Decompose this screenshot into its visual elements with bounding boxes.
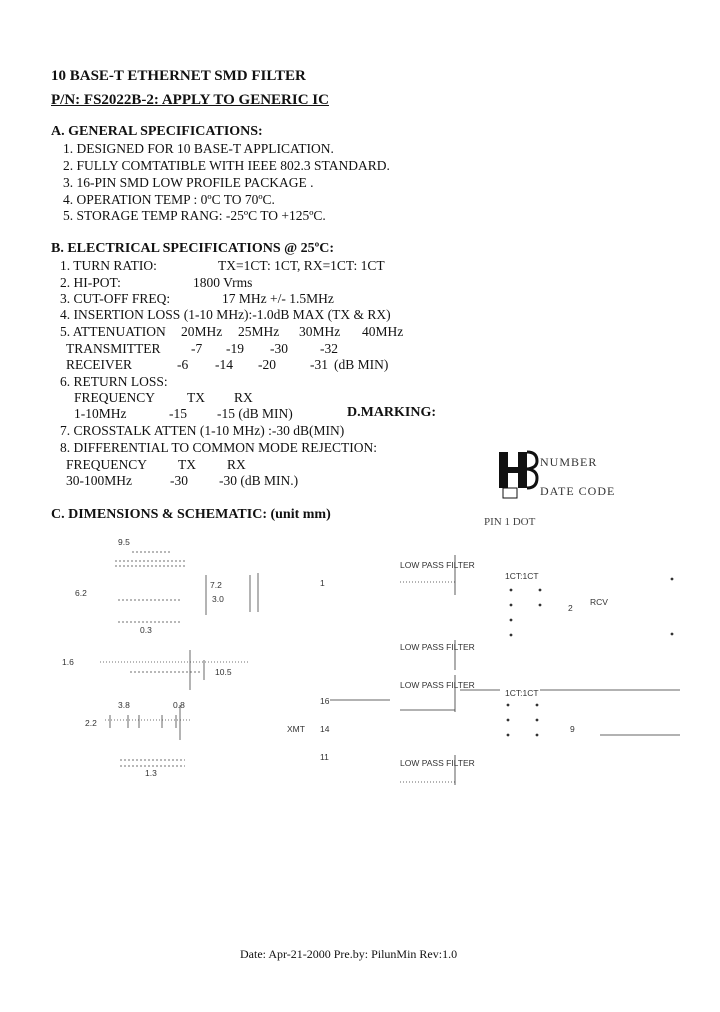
- package-outline-bottom: [105, 705, 190, 766]
- cmrr-row: 30-100MHz: [66, 473, 132, 488]
- schematic-lpf: LOW PASS FILTER: [400, 642, 475, 652]
- return-loss-row: -15 (dB MIN): [217, 406, 293, 421]
- schematic-ratio: 1CT:1CT: [505, 571, 539, 581]
- receiver-value: -14: [215, 357, 233, 372]
- insertion-loss: 4. INSERTION LOSS (1-10 MHz):-1.0dB MAX (TX & RX): [60, 307, 391, 322]
- hipot-value: 1800 Vrms: [193, 275, 253, 290]
- return-loss-row: 1-10MHz: [74, 406, 127, 421]
- crosstalk: 7. CROSSTALK ATTEN (1-10 MHz) :-30 dB(MIN): [60, 423, 345, 438]
- general-spec-item: 3. 16-PIN SMD LOW PROFILE PACKAGE .: [63, 175, 314, 190]
- dimensions-heading: C. DIMENSIONS & SCHEMATIC: (unit mm): [51, 507, 331, 522]
- schematic-rcv: RCV: [590, 597, 608, 607]
- schematic-pin: 9: [570, 724, 575, 734]
- attenuation-freq: 20MHz: [181, 324, 223, 339]
- return-loss-header: RX: [234, 390, 253, 405]
- dim-label: 1.6: [62, 657, 74, 667]
- marking-date-code: DATE CODE: [540, 484, 616, 498]
- turns-ratio-value: TX=1CT: 1CT, RX=1CT: 1CT: [218, 258, 385, 273]
- schematic-pin: 14: [320, 724, 330, 734]
- attenuation-label: 5. ATTENUATION: [60, 324, 166, 339]
- cmrr-row: -30: [170, 473, 188, 488]
- receiver-unit: (dB MIN): [334, 357, 389, 372]
- dim-label: 9.5: [118, 537, 130, 547]
- schematic-lpf: LOW PASS FILTER: [400, 560, 475, 570]
- document-title: 10 BASE-T ETHERNET SMD FILTER: [51, 68, 306, 84]
- transmitter-value: -32: [320, 341, 338, 356]
- cmrr-header: TX: [178, 457, 196, 472]
- transmitter-label: TRANSMITTER: [66, 341, 161, 356]
- schematic-pin: 2: [568, 603, 573, 613]
- marking-pin1: PIN 1 DOT: [484, 516, 536, 528]
- schematic-pin: 1: [320, 578, 325, 588]
- return-loss-header: TX: [187, 390, 205, 405]
- schematic-xmt: XMT: [287, 724, 305, 734]
- receiver-label: RECEIVER: [66, 357, 132, 372]
- cmrr-header: FREQUENCY: [66, 457, 148, 472]
- schematic-pin: 11: [320, 752, 329, 762]
- schematic-lpf: LOW PASS FILTER: [400, 758, 475, 768]
- schematic-ratio: 1CT:1CT: [505, 688, 539, 698]
- general-spec-item: 5. STORAGE TEMP RANG: -25ºC TO +125ºC.: [63, 208, 326, 223]
- return-loss-label: 6. RETURN LOSS:: [60, 374, 168, 389]
- attenuation-freq: 25MHz: [238, 324, 280, 339]
- general-spec-item: 1. DESIGNED FOR 10 BASE-T APPLICATION.: [63, 141, 334, 156]
- general-spec-item: 4. OPERATION TEMP : 0ºC TO 70ºC.: [63, 192, 275, 207]
- general-spec-item: 2. FULLY COMTATIBLE WITH IEEE 802.3 STANDARD.: [63, 158, 390, 173]
- receiver-value: -20: [258, 357, 276, 372]
- marking-number: NUMBER: [540, 455, 598, 469]
- turns-ratio-label: 1. TURN RATIO:: [60, 258, 157, 273]
- transmitter-value: -19: [226, 341, 244, 356]
- cutoff-label: 3. CUT-OFF FREQ:: [60, 291, 171, 306]
- schematic-pin: 16: [320, 696, 330, 706]
- electrical-spec-heading: B. ELECTRICAL SPECIFICATIONS @ 25ºC:: [51, 241, 335, 256]
- schematic-lpf: LOW PASS FILTER: [400, 680, 475, 690]
- cmrr-header: RX: [227, 457, 246, 472]
- cmrr-label: 8. DIFFERENTIAL TO COMMON MODE REJECTION:: [60, 440, 378, 455]
- dim-label: 0.3: [140, 625, 152, 635]
- dim-label: 3.8: [118, 700, 130, 710]
- part-number: P/N: FS2022B-2: APPLY TO GENERIC IC: [51, 92, 329, 108]
- company-logo: [499, 452, 537, 498]
- return-loss-row: -15: [169, 406, 187, 421]
- marking-heading: D.MARKING:: [347, 405, 437, 420]
- receiver-value: -6: [177, 357, 189, 372]
- cmrr-row: -30 (dB MIN.): [219, 473, 299, 488]
- dim-label: 6.2: [75, 588, 87, 598]
- dim-label: 10.5: [215, 667, 232, 677]
- transmitter-value: -7: [191, 341, 203, 356]
- attenuation-freq: 30MHz: [299, 324, 341, 339]
- dim-label: 0.8: [173, 700, 185, 710]
- dim-label: 1.3: [145, 768, 157, 778]
- attenuation-freq: 40MHz: [362, 324, 404, 339]
- hipot-label: 2. HI-POT:: [60, 275, 121, 290]
- dim-label: 7.2: [210, 580, 222, 590]
- general-spec-heading: A. GENERAL SPECIFICATIONS:: [51, 124, 263, 139]
- transmitter-value: -30: [270, 341, 288, 356]
- dim-label: 3.0: [212, 594, 224, 604]
- receiver-value: -31: [310, 357, 328, 372]
- dim-label: 2.2: [85, 718, 97, 728]
- cutoff-value: 17 MHz +/- 1.5MHz: [222, 291, 334, 306]
- package-outline-top: [115, 552, 185, 622]
- return-loss-header: FREQUENCY: [74, 390, 156, 405]
- schematic: [330, 555, 680, 785]
- footer: Date: Apr-21-2000 Pre.by: PilunMin Rev:1.0: [240, 947, 458, 961]
